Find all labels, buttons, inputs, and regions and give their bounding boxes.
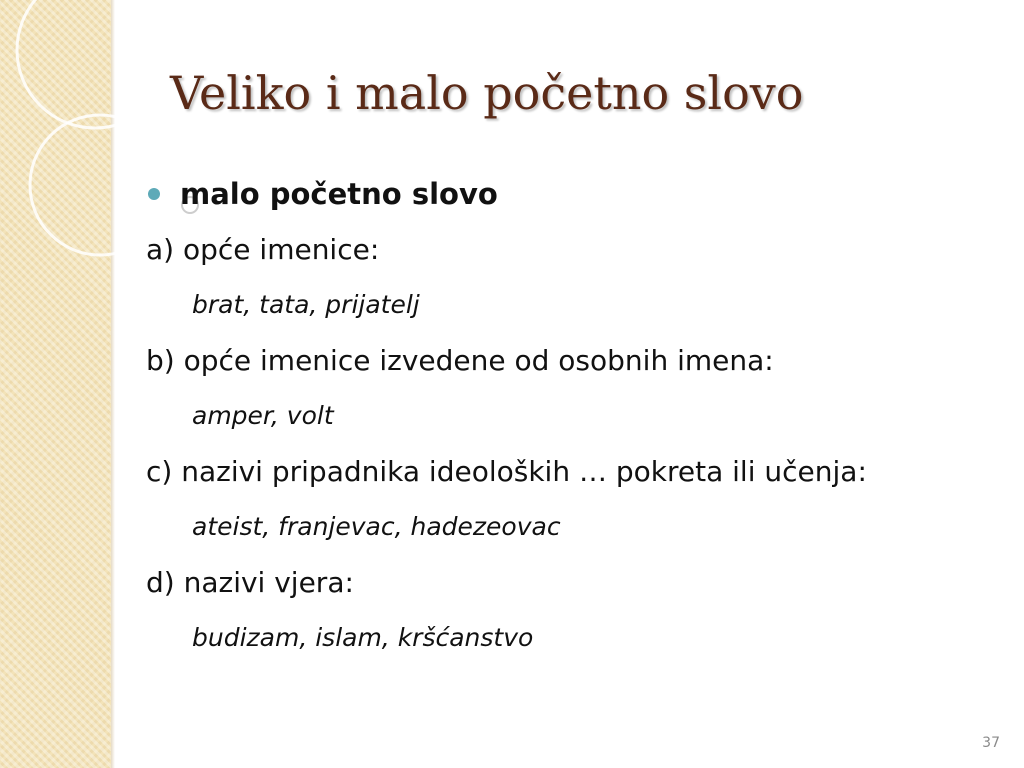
page-number: 37 — [982, 735, 1000, 751]
list-item-c: c) nazivi pripadnika ideoloških … pokreta ili učenja: — [146, 455, 867, 488]
list-item-a: a) opće imenice: — [146, 233, 380, 266]
slide-title: Veliko i malo početno slovo — [170, 66, 804, 120]
list-item-d: d) nazivi vjera: — [146, 566, 354, 599]
decorative-circle-large — [17, 0, 173, 128]
list-item-b: b) opće imenice izvedene od osobnih imena: — [146, 344, 774, 377]
bullet-heading — [146, 166, 996, 222]
example-c: ateist, franjevac, hadezeovac — [192, 512, 561, 541]
bullet-icon — [148, 188, 160, 200]
bullet-heading-text: malo početno slovo — [180, 177, 498, 211]
example-d: budizam, islam, kršćanstvo — [192, 623, 534, 652]
slide-body — [146, 166, 996, 666]
example-a: brat, tata, prijatelj — [192, 290, 420, 319]
example-b: amper, volt — [192, 401, 334, 430]
